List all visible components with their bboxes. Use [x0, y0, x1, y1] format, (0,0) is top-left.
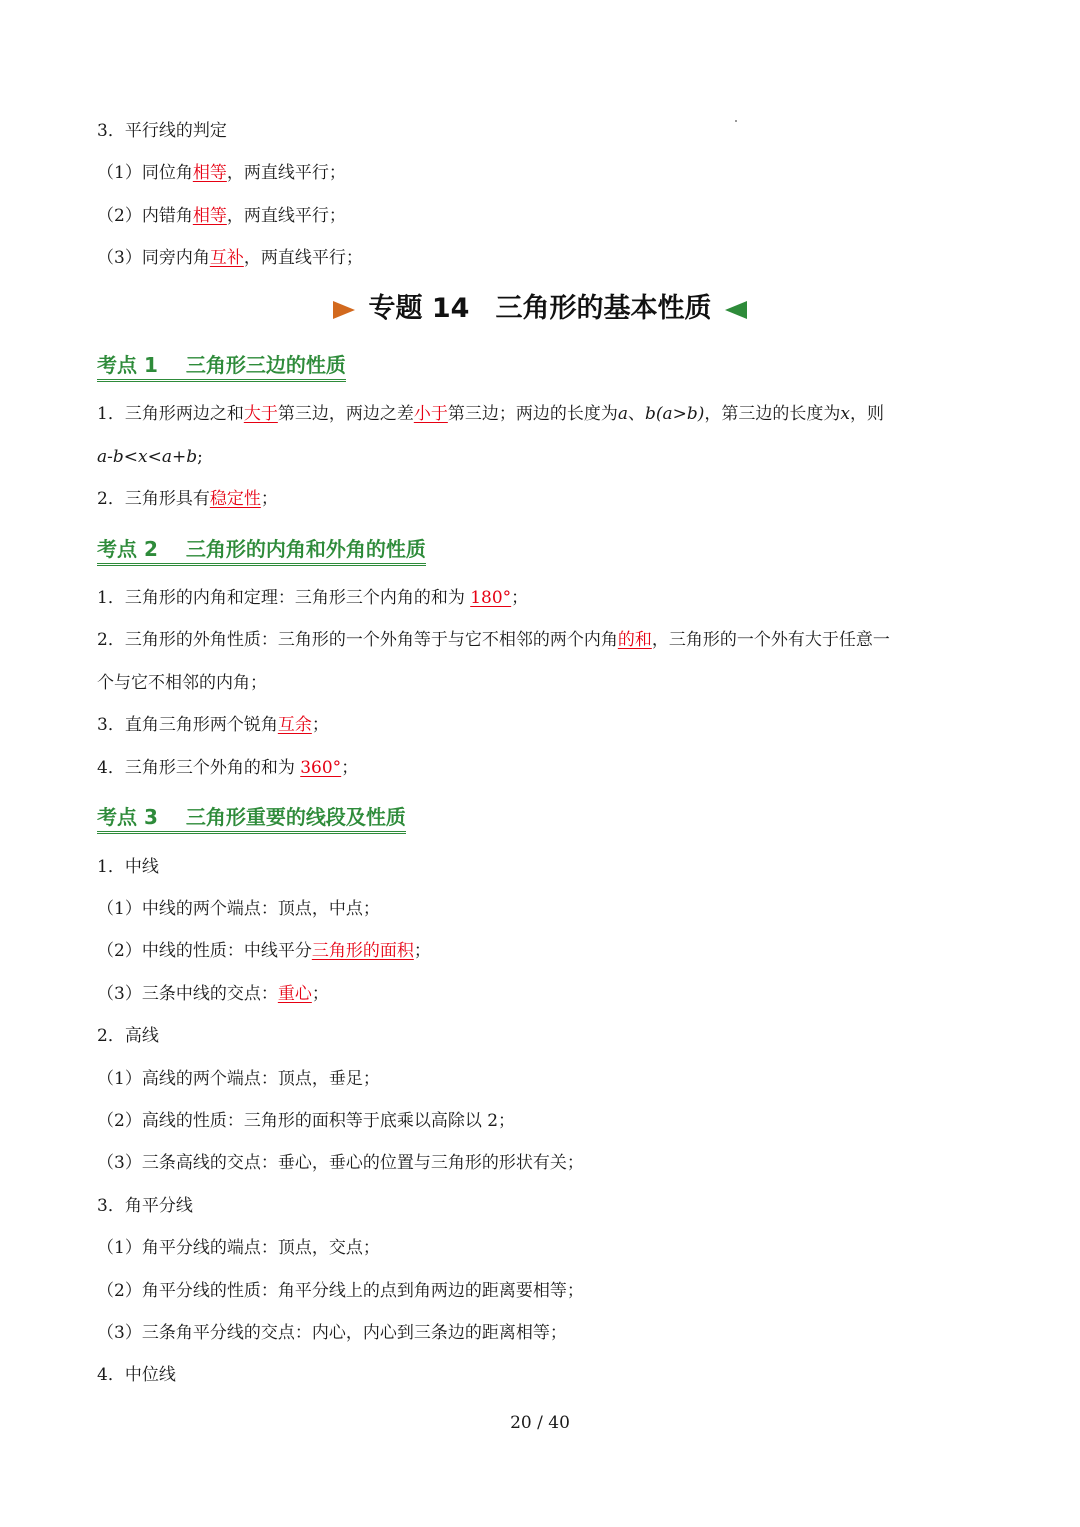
variable: b [644, 404, 656, 424]
text: ，三角形的一个外有大于任意一 [651, 630, 890, 650]
intro-heading: 3．平行线的判定 [97, 121, 227, 141]
list-item: （3）三条角平分线的交点：内心，内心到三条边的距离相等； [97, 1323, 567, 1343]
section-heading-3 [97, 804, 406, 834]
highlight-answer: 相等 [192, 163, 227, 183]
intro-item-3 [97, 247, 363, 269]
text: 2．三角形具有 [97, 489, 210, 509]
section-label: 考点 3 [97, 805, 158, 829]
list-item [97, 983, 329, 1005]
variable: a [617, 404, 628, 424]
list-heading: 1．中线 [97, 857, 159, 877]
topic-title [0, 290, 1080, 328]
highlight-answer: 的和 [617, 630, 652, 650]
text: ； [413, 941, 431, 961]
highlight-answer: 三角形的面积 [311, 941, 414, 961]
list-item: （1）角平分线的端点：顶点，交点； [97, 1238, 380, 1258]
speck [735, 120, 737, 122]
topic-name: 三角形的基本性质 [495, 293, 712, 324]
list-heading: 2．高线 [97, 1026, 159, 1046]
text: 4．三角形三个外角的和为 [97, 758, 301, 778]
paragraph-continued: 个与它不相邻的内角； [97, 673, 267, 693]
arrow-left-icon [725, 301, 747, 319]
text: ； [311, 984, 329, 1004]
text: ，两直线平行； [243, 248, 363, 268]
formula [97, 446, 203, 468]
topic-number: 专题 14 [368, 293, 470, 324]
highlight-answer: 重心 [277, 984, 312, 1004]
intro-item-1 [97, 162, 346, 184]
list-heading: 4．中位线 [97, 1365, 176, 1385]
text: ，则 [849, 404, 884, 424]
text: （2）内错角 [97, 206, 193, 226]
paragraph [97, 629, 890, 651]
paragraph [97, 403, 884, 425]
list-item: （1）中线的两个端点：顶点，中点； [97, 899, 380, 919]
section-name: 三角形重要的线段及性质 [185, 805, 406, 829]
paragraph [97, 488, 278, 510]
section-heading-1 [97, 352, 346, 382]
highlight-answer: 互余 [277, 715, 312, 735]
text: （3）三条中线的交点： [97, 984, 278, 1004]
text: （3）同旁内角 [97, 248, 210, 268]
highlight-answer: 大于 [243, 404, 278, 424]
text: ； [260, 489, 278, 509]
text: 3．直角三角形两个锐角 [97, 715, 278, 735]
variable: (a>b) [655, 404, 705, 424]
text: ； [511, 588, 529, 608]
highlight-answer: 360° [300, 758, 342, 778]
math: a-b<x<a+b [97, 447, 198, 467]
text: 第三边，两边之差 [277, 404, 414, 424]
highlight-answer: 稳定性 [209, 489, 261, 509]
page-number: 20 / 40 [510, 1413, 570, 1433]
text: 、 [627, 404, 645, 424]
list-heading: 3．角平分线 [97, 1196, 193, 1216]
section-label: 考点 2 [97, 537, 158, 561]
list-item: （3）三条高线的交点：垂心，垂心的位置与三角形的形状有关； [97, 1153, 584, 1173]
text: ，两直线平行； [226, 206, 346, 226]
text: （1）同位角 [97, 163, 193, 183]
text: 2．三角形的外角性质：三角形的一个外角等于与它不相邻的两个内角 [97, 630, 618, 650]
list-item [97, 940, 431, 962]
text: 1．三角形两边之和 [97, 404, 244, 424]
text: （2）中线的性质：中线平分 [97, 941, 312, 961]
intro-item-2 [97, 205, 346, 227]
paragraph [97, 757, 358, 779]
text: ; [197, 447, 203, 467]
highlight-answer: 180° [470, 588, 512, 608]
section-label: 考点 1 [97, 353, 158, 377]
list-item: （2）角平分线的性质：角平分线上的点到角两边的距离要相等； [97, 1281, 584, 1301]
text: ，两直线平行； [226, 163, 346, 183]
paragraph [97, 714, 329, 736]
list-item: （2）高线的性质：三角形的面积等于底乘以高除以 2； [97, 1111, 516, 1131]
highlight-answer: 小于 [413, 404, 448, 424]
section-name: 三角形三边的性质 [185, 353, 346, 377]
text: ，第三边的长度为 [704, 404, 841, 424]
variable: x [840, 404, 850, 424]
arrow-right-icon [333, 301, 355, 319]
list-item: （1）高线的两个端点：顶点，垂足； [97, 1069, 380, 1089]
section-name: 三角形的内角和外角的性质 [185, 537, 426, 561]
text: ； [341, 758, 359, 778]
text: ； [311, 715, 329, 735]
section-heading-2 [97, 536, 426, 566]
paragraph [97, 587, 528, 609]
highlight-answer: 相等 [192, 206, 227, 226]
highlight-answer: 互补 [209, 248, 244, 268]
text: 1．三角形的内角和定理：三角形三个内角的和为 [97, 588, 471, 608]
text: 第三边；两边的长度为 [447, 404, 618, 424]
